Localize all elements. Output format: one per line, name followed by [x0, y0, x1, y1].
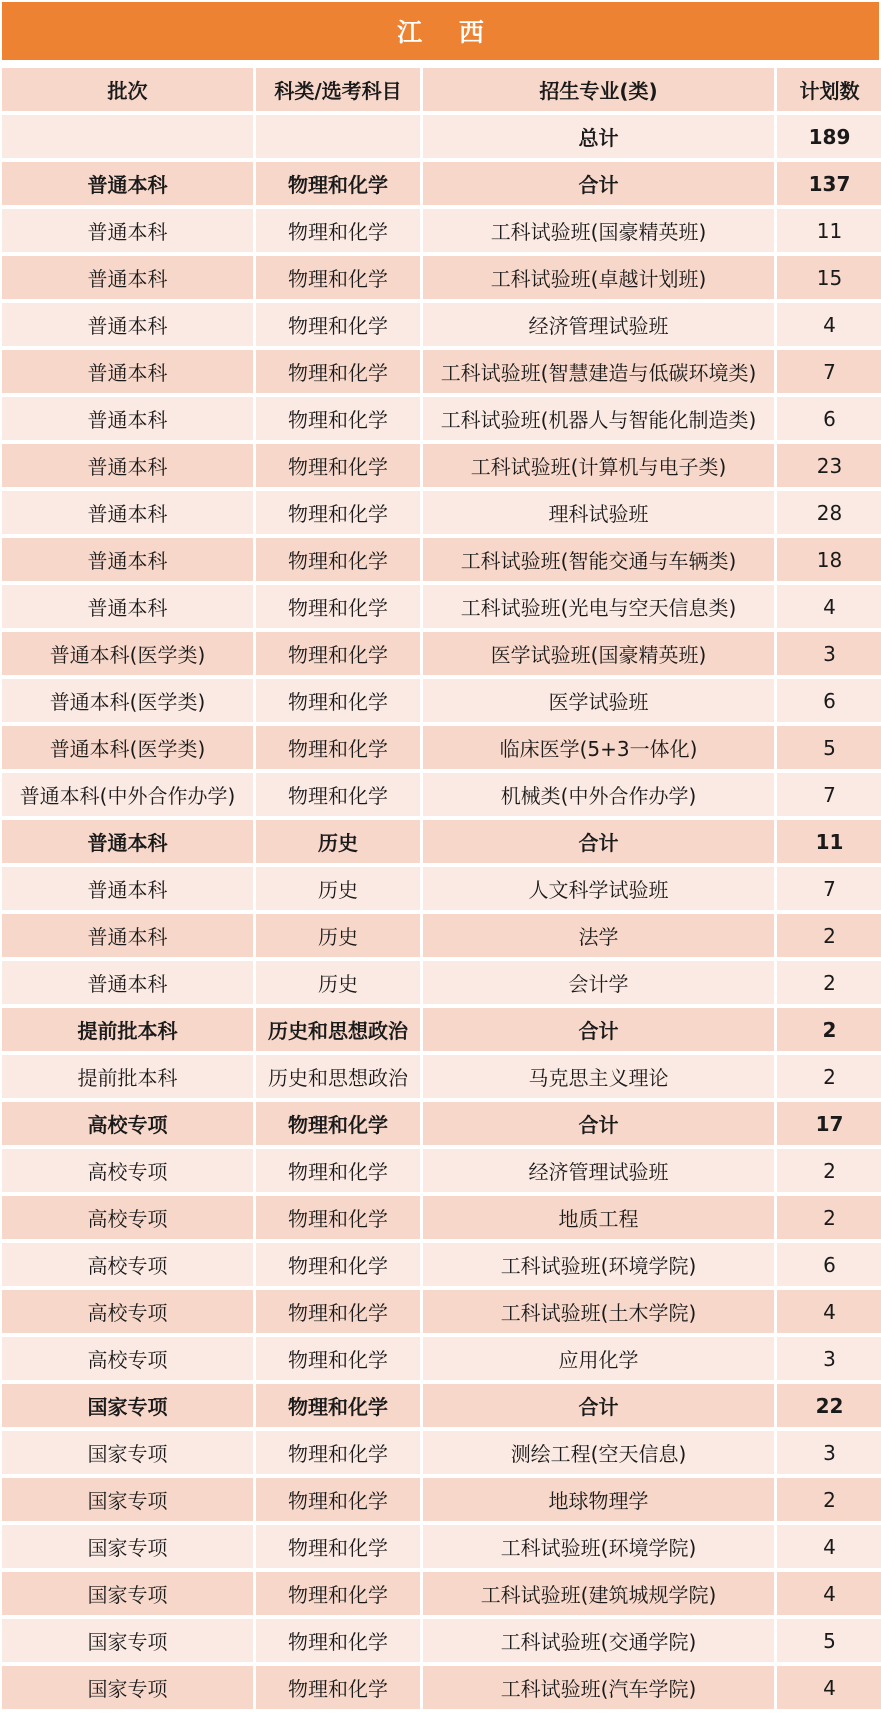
table-row [2, 303, 881, 346]
cell-subject: 物理和化学 [256, 209, 420, 252]
header-subject: 科类/选考科目 [256, 68, 420, 111]
cell-batch: 普通本科 [2, 444, 253, 487]
cell-batch: 国家专项 [2, 1572, 253, 1615]
cell-subject: 物理和化学 [256, 162, 420, 205]
cell-count: 2 [777, 961, 881, 1004]
cell-batch: 普通本科 [2, 350, 253, 393]
table-row [2, 679, 881, 722]
table-row [2, 1290, 881, 1333]
cell-count: 11 [777, 209, 881, 252]
cell-subject: 历史 [256, 867, 420, 910]
table-summary-row [2, 820, 881, 863]
cell-batch: 国家专项 [2, 1384, 253, 1427]
table-row [2, 1525, 881, 1568]
table-summary-row [2, 1102, 881, 1145]
cell-subject: 物理和化学 [256, 538, 420, 581]
cell-count: 2 [777, 914, 881, 957]
table-summary-row [2, 115, 881, 158]
cell-batch: 国家专项 [2, 1525, 253, 1568]
cell-count: 3 [777, 632, 881, 675]
cell-batch: 高校专项 [2, 1243, 253, 1286]
cell-batch: 普通本科 [2, 867, 253, 910]
cell-major: 工科试验班(智能交通与车辆类) [423, 538, 774, 581]
cell-batch: 提前批本科 [2, 1008, 253, 1051]
cell-major: 地质工程 [423, 1196, 774, 1239]
table-row [2, 397, 881, 440]
cell-subject: 物理和化学 [256, 491, 420, 534]
cell-subject: 物理和化学 [256, 1431, 420, 1474]
cell-subject: 物理和化学 [256, 1196, 420, 1239]
table-row [2, 491, 881, 534]
cell-major: 法学 [423, 914, 774, 957]
cell-batch: 提前批本科 [2, 1055, 253, 1098]
table-row [2, 444, 881, 487]
cell-major: 机械类(中外合作办学) [423, 773, 774, 816]
cell-count: 28 [777, 491, 881, 534]
header-batch: 批次 [2, 68, 253, 111]
cell-major: 工科试验班(土木学院) [423, 1290, 774, 1333]
table-summary-row [2, 1384, 881, 1427]
cell-major: 应用化学 [423, 1337, 774, 1380]
cell-batch: 高校专项 [2, 1290, 253, 1333]
cell-subject: 物理和化学 [256, 679, 420, 722]
cell-count: 7 [777, 350, 881, 393]
table-row [2, 961, 881, 1004]
table-row [2, 1149, 881, 1192]
cell-subject: 物理和化学 [256, 585, 420, 628]
cell-major: 人文科学试验班 [423, 867, 774, 910]
cell-count: 15 [777, 256, 881, 299]
cell-major: 工科试验班(光电与空天信息类) [423, 585, 774, 628]
cell-major: 临床医学(5+3一体化) [423, 726, 774, 769]
table-row [2, 914, 881, 957]
cell-subject: 历史 [256, 961, 420, 1004]
table-row [2, 1243, 881, 1286]
table-summary-row [2, 1008, 881, 1051]
cell-count: 2 [777, 1008, 881, 1051]
cell-batch: 普通本科(中外合作办学) [2, 773, 253, 816]
cell-subject: 物理和化学 [256, 303, 420, 346]
table-row [2, 585, 881, 628]
table-row [2, 867, 881, 910]
cell-subject: 物理和化学 [256, 397, 420, 440]
cell-batch: 普通本科 [2, 585, 253, 628]
cell-subject: 物理和化学 [256, 1337, 420, 1380]
table-summary-row [2, 162, 881, 205]
cell-major: 医学试验班 [423, 679, 774, 722]
cell-count: 4 [777, 1666, 881, 1709]
cell-subject: 物理和化学 [256, 444, 420, 487]
cell-subject: 物理和化学 [256, 1243, 420, 1286]
table-row [2, 1619, 881, 1662]
table-body [2, 115, 881, 1709]
table-row [2, 538, 881, 581]
cell-major: 工科试验班(环境学院) [423, 1243, 774, 1286]
cell-batch: 普通本科 [2, 961, 253, 1004]
cell-count: 23 [777, 444, 881, 487]
cell-major: 合计 [423, 162, 774, 205]
cell-subject: 物理和化学 [256, 773, 420, 816]
table-row [2, 773, 881, 816]
table-row [2, 209, 881, 252]
cell-count: 4 [777, 1290, 881, 1333]
cell-subject: 物理和化学 [256, 1619, 420, 1662]
cell-batch: 高校专项 [2, 1102, 253, 1145]
cell-batch: 高校专项 [2, 1196, 253, 1239]
table-row [2, 1055, 881, 1098]
cell-subject: 历史和思想政治 [256, 1008, 420, 1051]
cell-major: 地球物理学 [423, 1478, 774, 1521]
cell-batch: 国家专项 [2, 1478, 253, 1521]
cell-batch: 国家专项 [2, 1431, 253, 1474]
cell-subject: 历史 [256, 914, 420, 957]
cell-batch: 普通本科 [2, 914, 253, 957]
cell-count: 4 [777, 303, 881, 346]
cell-subject: 物理和化学 [256, 1525, 420, 1568]
cell-batch: 普通本科 [2, 162, 253, 205]
cell-batch: 高校专项 [2, 1149, 253, 1192]
cell-count: 11 [777, 820, 881, 863]
cell-count: 4 [777, 1572, 881, 1615]
cell-major: 测绘工程(空天信息) [423, 1431, 774, 1474]
cell-count: 2 [777, 1055, 881, 1098]
table-row [2, 350, 881, 393]
table-row [2, 1431, 881, 1474]
cell-batch: 普通本科(医学类) [2, 632, 253, 675]
table-row [2, 726, 881, 769]
cell-count: 6 [777, 397, 881, 440]
table-header-row [2, 68, 881, 111]
enrollment-plan-sheet [2, 2, 879, 1713]
cell-major: 工科试验班(计算机与电子类) [423, 444, 774, 487]
cell-count: 3 [777, 1431, 881, 1474]
cell-count: 137 [777, 162, 881, 205]
cell-batch [2, 115, 253, 158]
cell-major: 医学试验班(国豪精英班) [423, 632, 774, 675]
enrollment-plan-table [0, 64, 881, 1713]
cell-major: 工科试验班(环境学院) [423, 1525, 774, 1568]
cell-subject: 物理和化学 [256, 1290, 420, 1333]
cell-count: 5 [777, 1619, 881, 1662]
cell-subject: 历史和思想政治 [256, 1055, 420, 1098]
cell-major: 马克思主义理论 [423, 1055, 774, 1098]
cell-major: 工科试验班(智慧建造与低碳环境类) [423, 350, 774, 393]
cell-count: 2 [777, 1196, 881, 1239]
cell-subject: 物理和化学 [256, 1149, 420, 1192]
table-row [2, 256, 881, 299]
cell-count: 7 [777, 773, 881, 816]
cell-count: 2 [777, 1149, 881, 1192]
cell-batch: 高校专项 [2, 1337, 253, 1380]
cell-batch: 普通本科(医学类) [2, 726, 253, 769]
cell-batch: 普通本科 [2, 491, 253, 534]
cell-count: 2 [777, 1478, 881, 1521]
cell-batch: 国家专项 [2, 1619, 253, 1662]
table-row [2, 1572, 881, 1615]
table-row [2, 1337, 881, 1380]
cell-batch: 普通本科 [2, 397, 253, 440]
table-row [2, 632, 881, 675]
cell-subject: 物理和化学 [256, 1572, 420, 1615]
cell-major: 工科试验班(交通学院) [423, 1619, 774, 1662]
cell-subject: 物理和化学 [256, 1102, 420, 1145]
cell-major: 合计 [423, 1102, 774, 1145]
cell-major: 工科试验班(建筑城规学院) [423, 1572, 774, 1615]
cell-count: 22 [777, 1384, 881, 1427]
cell-batch: 普通本科 [2, 256, 253, 299]
header-major: 招生专业(类) [423, 68, 774, 111]
cell-batch: 普通本科 [2, 303, 253, 346]
cell-major: 工科试验班(卓越计划班) [423, 256, 774, 299]
cell-count: 7 [777, 867, 881, 910]
table-row [2, 1666, 881, 1709]
cell-count: 18 [777, 538, 881, 581]
table-row [2, 1478, 881, 1521]
cell-batch: 普通本科 [2, 538, 253, 581]
cell-count: 189 [777, 115, 881, 158]
cell-subject: 历史 [256, 820, 420, 863]
cell-major: 会计学 [423, 961, 774, 1004]
cell-major: 理科试验班 [423, 491, 774, 534]
cell-count: 6 [777, 679, 881, 722]
cell-count: 6 [777, 1243, 881, 1286]
cell-major: 经济管理试验班 [423, 1149, 774, 1192]
cell-batch: 国家专项 [2, 1666, 253, 1709]
cell-batch: 普通本科(医学类) [2, 679, 253, 722]
cell-major: 工科试验班(机器人与智能化制造类) [423, 397, 774, 440]
cell-count: 3 [777, 1337, 881, 1380]
cell-subject: 物理和化学 [256, 632, 420, 675]
cell-major: 合计 [423, 1384, 774, 1427]
province-title: 江 西 [2, 2, 879, 60]
cell-batch: 普通本科 [2, 209, 253, 252]
cell-count: 4 [777, 585, 881, 628]
cell-subject [256, 115, 420, 158]
header-count: 计划数 [777, 68, 881, 111]
cell-subject: 物理和化学 [256, 726, 420, 769]
cell-major: 经济管理试验班 [423, 303, 774, 346]
cell-subject: 物理和化学 [256, 1666, 420, 1709]
cell-count: 5 [777, 726, 881, 769]
table-row [2, 1196, 881, 1239]
cell-subject: 物理和化学 [256, 1384, 420, 1427]
cell-subject: 物理和化学 [256, 350, 420, 393]
cell-count: 17 [777, 1102, 881, 1145]
cell-subject: 物理和化学 [256, 1478, 420, 1521]
cell-major: 合计 [423, 1008, 774, 1051]
cell-major: 工科试验班(汽车学院) [423, 1666, 774, 1709]
cell-major: 工科试验班(国豪精英班) [423, 209, 774, 252]
cell-subject: 物理和化学 [256, 256, 420, 299]
cell-major: 合计 [423, 820, 774, 863]
cell-batch: 普通本科 [2, 820, 253, 863]
cell-count: 4 [777, 1525, 881, 1568]
cell-major: 总计 [423, 115, 774, 158]
